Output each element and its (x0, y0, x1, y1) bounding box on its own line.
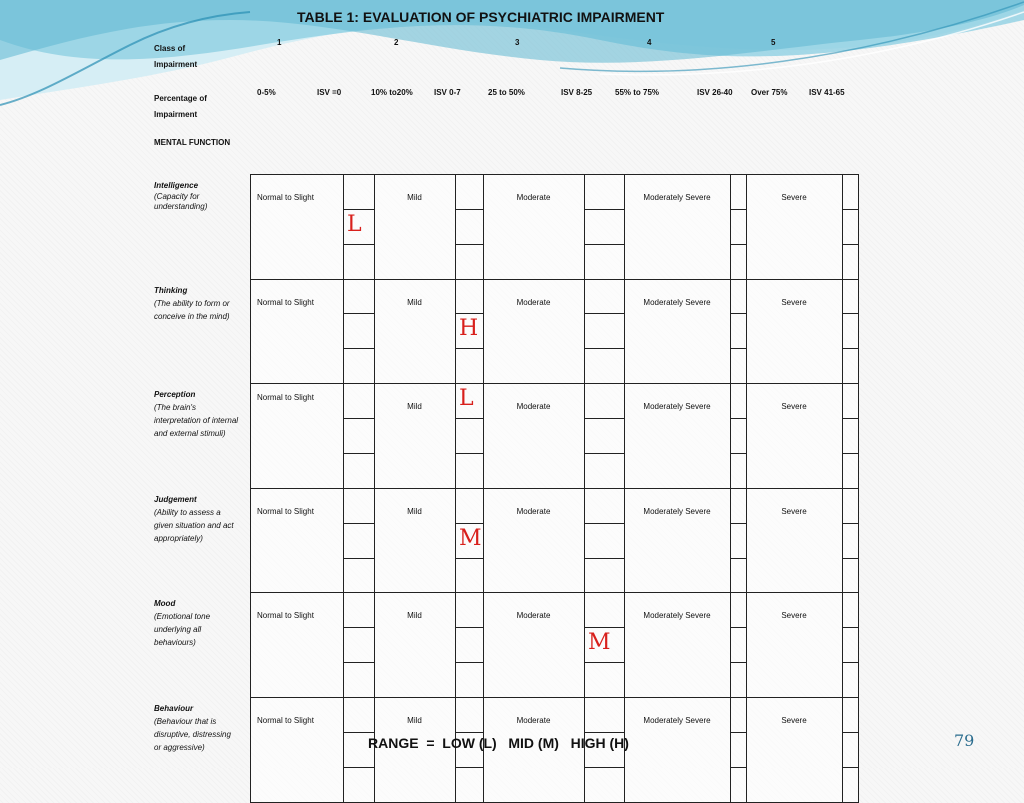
mark-slot (730, 767, 747, 803)
mark-slot (455, 279, 484, 315)
mark-slot (584, 453, 625, 489)
mark-slot (343, 453, 375, 489)
level-cell-mod-severe (624, 488, 731, 594)
mark-slot (842, 523, 859, 559)
page-title: TABLE 1: EVALUATION OF PSYCHIATRIC IMPAIRMENT (297, 9, 665, 25)
mark-slot (584, 767, 625, 803)
mark-slot (343, 592, 375, 628)
row-description-line: interpretation of internal (154, 416, 239, 426)
level-label: Moderately Severe (643, 506, 711, 516)
isv-header: ISV 0-7 (434, 88, 461, 97)
mark-slot (730, 174, 747, 210)
class-number-5: 5 (771, 38, 776, 47)
level-cell-severe (746, 592, 843, 698)
impairment-mark: M (459, 525, 482, 551)
mark-slot (842, 732, 859, 768)
level-cell-normal (250, 697, 344, 803)
level-label: Normal to Slight (257, 193, 314, 202)
level-cell-normal (250, 174, 344, 280)
mark-slot (842, 244, 859, 280)
row-name: Judgement (154, 494, 197, 504)
row-name: Perception (154, 390, 196, 400)
level-label: Severe (781, 297, 807, 307)
mark-slot (584, 662, 625, 698)
mark-slot (584, 313, 625, 349)
mark-slot (842, 418, 859, 454)
row-description-line: underlying all (154, 625, 202, 635)
class-number-4: 4 (647, 38, 652, 47)
mark-slot (455, 558, 484, 594)
row-name: Mood (154, 599, 176, 609)
level-label: Moderate (516, 506, 551, 516)
mark-slot (455, 174, 484, 210)
level-cell-normal (250, 279, 344, 385)
level-label: Moderately Severe (643, 716, 711, 725)
level-label: Moderate (516, 611, 551, 621)
row-description (154, 388, 238, 440)
mark-slot (730, 627, 747, 663)
row-description-line: (Emotional tone (154, 612, 211, 622)
mark-slot (730, 523, 747, 559)
level-label: Moderate (516, 402, 551, 412)
mark-slot (343, 488, 375, 524)
mark-slot (730, 662, 747, 698)
level-cell-mod-severe (624, 592, 731, 698)
level-label: Mild (407, 193, 422, 202)
row-description (154, 179, 207, 212)
mark-slot (842, 697, 859, 733)
mark-slot (455, 244, 484, 280)
level-label: Moderately Severe (643, 297, 711, 307)
mark-slot (842, 592, 859, 628)
mark-slot (730, 453, 747, 489)
pct-header: 55% to 75% (615, 88, 660, 97)
mark-slot (455, 488, 484, 524)
mark-slot (730, 348, 747, 384)
mark-slot (584, 244, 625, 280)
mark-slot (584, 697, 625, 733)
level-label: Mild (407, 297, 422, 307)
isv-header: ISV 8-25 (561, 88, 593, 97)
mark-slot (584, 592, 625, 628)
mark-slot (584, 279, 625, 315)
mark-slot (842, 174, 859, 210)
row-description (154, 284, 230, 323)
row-description-line: given situation and act (154, 520, 234, 530)
row-description-line: disruptive, distressing (154, 730, 231, 739)
mark-slot (584, 523, 625, 559)
row-description-line: understanding) (154, 202, 208, 211)
mark-slot (730, 209, 747, 245)
level-label: Severe (781, 716, 807, 725)
row-description-line: or aggressive) (154, 743, 205, 752)
level-cell-mod-severe (624, 383, 731, 489)
row-name: Intelligence (154, 181, 199, 190)
impairment-mark: H (459, 316, 479, 342)
level-label: Severe (781, 506, 807, 516)
row-description-line: appropriately) (154, 533, 203, 543)
percentage-label-line1: Percentage of (154, 94, 207, 103)
level-cell-moderate (483, 488, 585, 594)
impairment-mark: M (588, 630, 611, 656)
mark-slot (343, 558, 375, 594)
level-label: Normal to Slight (257, 297, 314, 307)
mark-slot (584, 209, 625, 245)
level-cell-severe (746, 697, 843, 803)
mark-slot (455, 348, 484, 384)
class-number-1: 1 (277, 38, 282, 47)
level-label: Normal to Slight (257, 611, 314, 621)
mark-slot (842, 209, 859, 245)
mark-slot (343, 313, 375, 349)
mark-slot (842, 662, 859, 698)
row-description (154, 702, 231, 754)
mark-slot (730, 697, 747, 733)
class-label-line1: Class of (154, 44, 186, 53)
mark-slot (842, 453, 859, 489)
level-cell-severe (746, 488, 843, 594)
mark-slot (842, 383, 859, 419)
isv-header: ISV 41-65 (809, 88, 845, 97)
row-name: Behaviour (154, 704, 194, 713)
pct-header: 10% to20% (371, 88, 413, 97)
mark-slot (343, 697, 375, 733)
level-cell-moderate (483, 279, 585, 385)
level-label: Moderate (516, 193, 551, 202)
isv-header: ISV =0 (317, 88, 342, 97)
row-description-line: (The brain's (154, 403, 196, 413)
range-legend: RANGE = LOW (L) MID (M) HIGH (H) (368, 735, 629, 751)
row-description-line: (Ability to assess a (154, 507, 221, 517)
mark-slot (730, 313, 747, 349)
mark-slot (584, 418, 625, 454)
mark-slot (343, 279, 375, 315)
level-cell-mild (374, 174, 456, 280)
mark-slot (455, 627, 484, 663)
level-label: Mild (407, 716, 422, 725)
level-cell-mod-severe (624, 697, 731, 803)
level-label: Mild (407, 402, 422, 412)
mark-slot (343, 174, 375, 210)
mark-slot (730, 592, 747, 628)
mark-slot (584, 348, 625, 384)
mark-slot (343, 244, 375, 280)
mark-slot (455, 453, 484, 489)
pct-header: 0-5% (257, 88, 276, 97)
level-cell-severe (746, 174, 843, 280)
mark-slot (730, 418, 747, 454)
row-description (154, 493, 234, 545)
class-label-line2: Impairment (154, 60, 198, 69)
percentage-label-line2: Impairment (154, 110, 198, 119)
level-label: Severe (781, 611, 807, 621)
page-number: 79 (954, 731, 975, 750)
mark-slot (455, 592, 484, 628)
mark-slot (730, 279, 747, 315)
impairment-mark: L (347, 211, 362, 237)
level-cell-severe (746, 279, 843, 385)
mark-slot (455, 209, 484, 245)
row-description-line: (The ability to form or (154, 298, 230, 308)
level-cell-mod-severe (624, 174, 731, 280)
class-number-3: 3 (515, 38, 520, 47)
mark-slot (584, 174, 625, 210)
level-label: Mild (407, 506, 422, 516)
level-label: Normal to Slight (257, 716, 314, 725)
level-cell-mild (374, 592, 456, 698)
level-cell-moderate (483, 592, 585, 698)
mark-slot (842, 313, 859, 349)
level-label: Normal to Slight (257, 506, 314, 516)
mark-slot (455, 662, 484, 698)
mark-slot (343, 418, 375, 454)
mark-slot (842, 767, 859, 803)
mark-slot (730, 488, 747, 524)
level-label: Normal to Slight (257, 393, 314, 403)
impairment-mark: L (459, 386, 474, 412)
level-cell-mod-severe (624, 279, 731, 385)
level-label: Severe (781, 402, 807, 412)
mark-slot (730, 558, 747, 594)
section-label: MENTAL FUNCTION (154, 138, 231, 147)
level-label: Moderately Severe (643, 402, 711, 412)
mark-slot (455, 767, 484, 803)
pct-header: 25 to 50% (488, 88, 525, 97)
mark-slot (730, 244, 747, 280)
level-cell-mild (374, 383, 456, 489)
row-description-line: and external stimuli) (154, 429, 226, 439)
level-cell-severe (746, 383, 843, 489)
level-label: Severe (781, 193, 807, 202)
mark-slot (730, 732, 747, 768)
level-cell-moderate (483, 383, 585, 489)
mark-slot (730, 383, 747, 419)
level-cell-normal (250, 488, 344, 594)
level-cell-mild (374, 279, 456, 385)
mark-slot (842, 558, 859, 594)
mark-slot (842, 627, 859, 663)
level-label: Moderately Severe (643, 611, 711, 621)
row-name: Thinking (154, 285, 188, 295)
class-number-2: 2 (394, 38, 399, 47)
row-description-line: conceive in the mind) (154, 311, 230, 321)
level-cell-mild (374, 488, 456, 594)
level-label: Moderate (516, 297, 551, 307)
mark-slot (842, 348, 859, 384)
mark-slot (343, 348, 375, 384)
row-description-line: (Behaviour that is (154, 717, 217, 726)
pct-header: Over 75% (751, 88, 788, 97)
mark-slot (343, 383, 375, 419)
mark-slot (584, 488, 625, 524)
mark-slot (455, 418, 484, 454)
level-label: Moderate (516, 716, 551, 725)
mark-slot (343, 767, 375, 803)
level-label: Mild (407, 611, 422, 621)
row-description-line: behaviours) (154, 638, 196, 648)
mark-slot (343, 523, 375, 559)
level-label: Moderately Severe (643, 193, 711, 202)
mark-slot (842, 279, 859, 315)
mark-slot (584, 383, 625, 419)
isv-header: ISV 26-40 (697, 88, 733, 97)
mark-slot (842, 488, 859, 524)
mark-slot (584, 558, 625, 594)
row-description (154, 597, 210, 649)
level-cell-moderate (483, 174, 585, 280)
mark-slot (455, 697, 484, 733)
row-description-line: (Capacity for (154, 192, 200, 201)
level-cell-normal (250, 592, 344, 698)
mark-slot (343, 627, 375, 663)
mark-slot (343, 662, 375, 698)
